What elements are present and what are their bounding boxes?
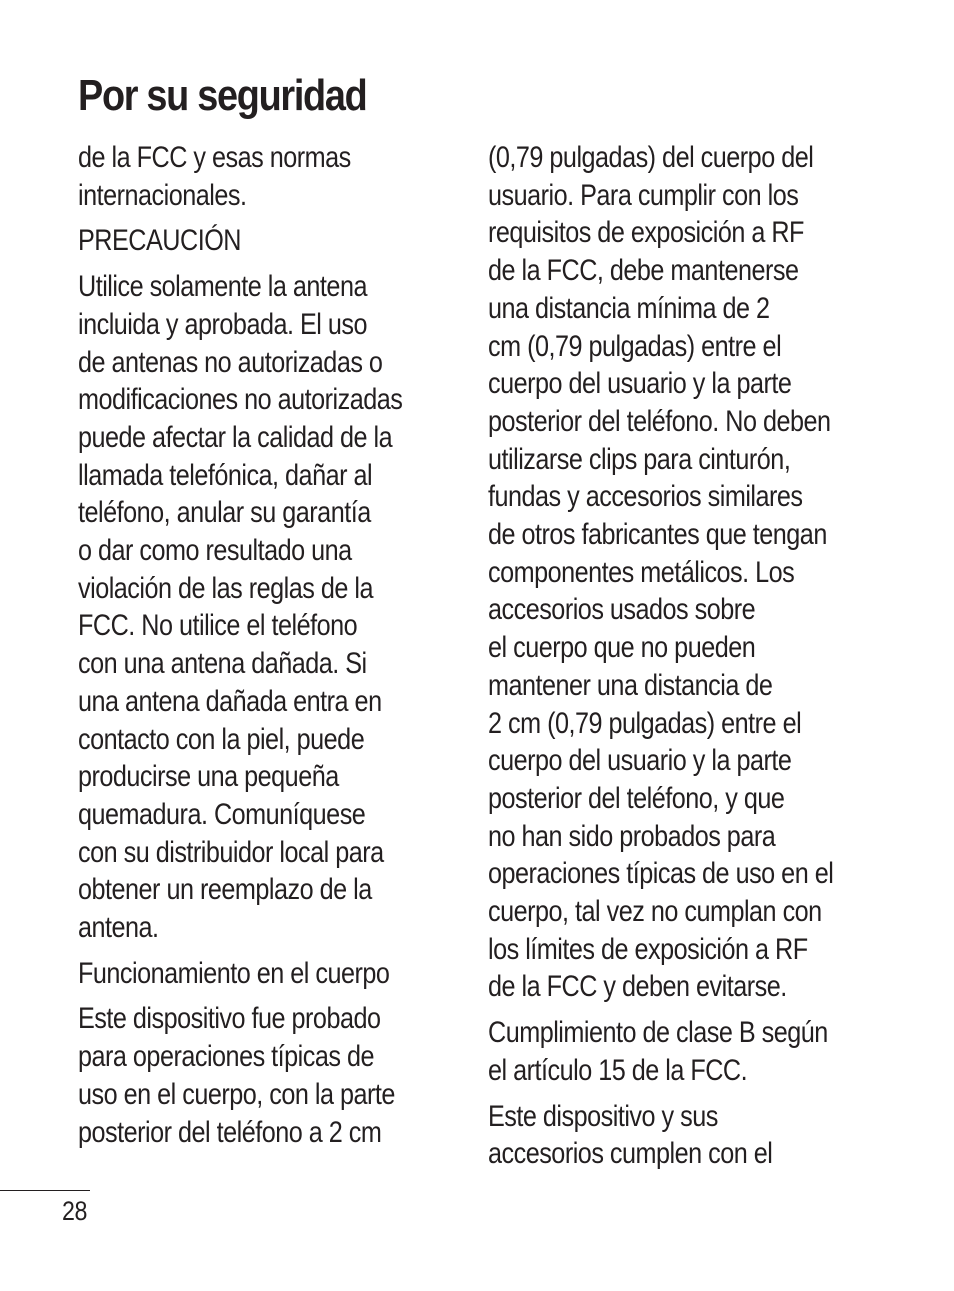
page-number: 28 <box>62 1196 87 1226</box>
text-line: de antenas no autorizadas o <box>78 345 383 379</box>
text-line: de la FCC y deben evitarse. <box>488 970 787 1004</box>
text-line: Utilice solamente la antena <box>78 270 367 304</box>
text-line: una antena dañada entra en <box>78 684 382 718</box>
text-line: llamada telefónica, dañar al <box>78 458 373 492</box>
text-line: antena. <box>78 911 159 945</box>
text-line: uso en el cuerpo, con la parte <box>78 1077 395 1111</box>
paragraph <box>488 139 833 1006</box>
text-line: posterior del teléfono, y que <box>488 781 785 815</box>
text-line: el cuerpo que no pueden <box>488 631 756 665</box>
paragraph <box>78 955 402 993</box>
text-line: mantener una distancia de <box>488 668 773 702</box>
text-line: incluida y aprobada. El uso <box>78 307 367 341</box>
text-line: para operaciones típicas de <box>78 1040 374 1074</box>
text-line: requisitos de exposición a RF <box>488 216 804 250</box>
text-line: usuario. Para cumplir con los <box>488 178 799 212</box>
text-line: utilizarse clips para cinturón, <box>488 442 791 476</box>
text-line: PRECAUCIÓN <box>78 224 241 258</box>
text-line: cuerpo del usuario y la parte <box>488 744 792 778</box>
right-column <box>488 139 899 1181</box>
text-line: puede afectar la calidad de la <box>78 420 393 454</box>
text-line: de la FCC, debe mantenerse <box>488 254 799 288</box>
text-line: 2 cm (0,79 pulgadas) entre el <box>488 706 802 740</box>
text-line: quemadura. Comuníquese <box>78 797 366 831</box>
text-line: los límites de exposición a RF <box>488 932 808 966</box>
text-line: posterior del teléfono a 2 cm <box>78 1115 382 1149</box>
text-line: Este dispositivo y sus <box>488 1099 718 1133</box>
text-line: Este dispositivo fue probado <box>78 1002 381 1036</box>
text-line: con una antena dañada. Si <box>78 647 367 681</box>
page-number-rule <box>0 1190 90 1191</box>
text-line: con su distribuidor local para <box>78 835 384 869</box>
text-line: FCC. No utilice el teléfono <box>78 609 358 643</box>
left-column <box>78 139 464 1159</box>
text-line: cuerpo del usuario y la parte <box>488 367 792 401</box>
text-line: el artículo 15 de la FCC. <box>488 1053 748 1087</box>
text-line: de la FCC y esas normas <box>78 141 351 174</box>
text-line: cm (0,79 pulgadas) entre el <box>488 329 782 363</box>
paragraph <box>78 222 402 260</box>
paragraph <box>488 1098 833 1173</box>
text-line: violación de las reglas de la <box>78 571 373 605</box>
text-line: obtener un reemplazo de la <box>78 873 372 907</box>
text-line: producirse una pequeña <box>78 760 339 794</box>
text-line: una distancia mínima de 2 <box>488 291 770 325</box>
text-line: operaciones típicas de uso en el <box>488 857 834 891</box>
paragraph <box>78 1000 402 1151</box>
paragraph <box>78 139 402 214</box>
text-line: accesorios usados sobre <box>488 593 756 627</box>
text-line: o dar como resultado una <box>78 534 352 568</box>
text-line: modificaciones no autorizadas <box>78 383 403 417</box>
text-line: (0,79 pulgadas) del cuerpo del <box>488 141 814 174</box>
text-line: internacionales. <box>78 178 247 212</box>
page-title: Por su seguridad <box>78 71 367 120</box>
text-line: componentes metálicos. Los <box>488 555 795 589</box>
text-line: no han sido probados para <box>488 819 776 853</box>
text-line: posterior del teléfono. No deben <box>488 404 831 438</box>
text-line: contacto con la piel, puede <box>78 722 365 756</box>
text-line: cuerpo, tal vez no cumplan con <box>488 895 822 929</box>
paragraph <box>78 268 402 947</box>
text-line: Cumplimiento de clase B según <box>488 1016 828 1050</box>
paragraph <box>488 1014 833 1089</box>
text-line: accesorios cumplen con el <box>488 1137 773 1171</box>
text-line: teléfono, anular su garantía <box>78 496 371 530</box>
text-line: de otros fabricantes que tengan <box>488 518 827 552</box>
text-line: fundas y accesorios similares <box>488 480 803 514</box>
text-line: Funcionamiento en el cuerpo <box>78 956 390 990</box>
